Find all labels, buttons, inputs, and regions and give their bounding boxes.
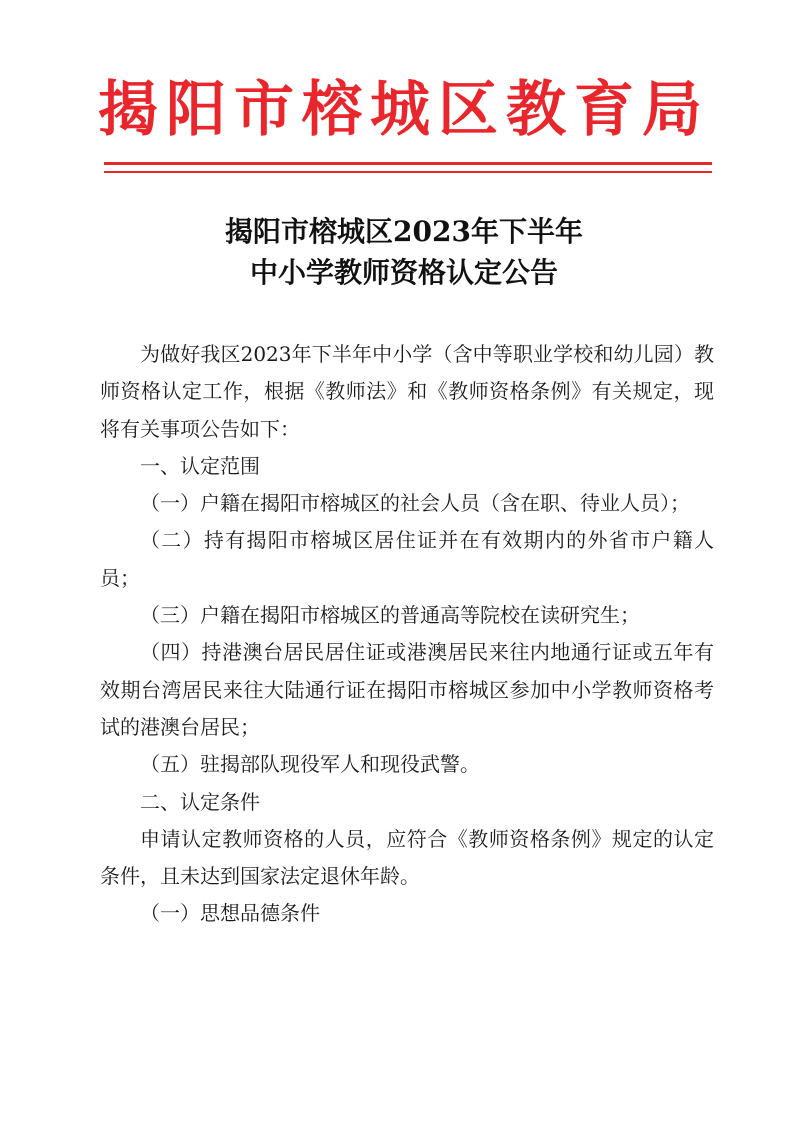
document-body [100,336,714,933]
scope-item-5: （五）驻揭部队现役军人和现役武警。 [140,752,480,777]
letterhead-rule-thin [104,171,712,173]
section-heading-scope: 一、认定范围 [140,453,260,478]
conditions-item-1: （一）思想品德条件 [140,901,320,926]
scope-item-4: （四）持港澳台居民居住证或港澳居民来往内地通行证或五年有效期台湾居民来往大陆通行证在揭阳市榕城区参加中小学教师资格考试的港澳台居民； [100,640,714,739]
scope-item-2: （二）持有揭阳市榕城区居住证并在有效期内的外省市户籍人员； [100,528,714,590]
conditions-intro: 申请认定教师资格的人员，应符合《教师资格条例》规定的认定条件，且未达到国家法定退休年龄。 [100,826,714,889]
letterhead-title: 揭阳市榕城区教育局 [98,75,710,145]
document-title-line2: 中小学教师资格认定公告 [249,256,558,289]
letterhead-rule-thick [104,162,712,165]
scope-item-1: （一）户籍在揭阳市榕城区的社会人员（含在职、待业人员）； [140,491,690,516]
scope-item-3: （三）户籍在揭阳市榕城区的普通高等院校在读研究生； [140,603,640,628]
paragraph-intro: 为做好我区2023年下半年中小学（含中等职业学校和幼儿园）教师资格认定工作，根据《教师法》和《教师资格条例》有关规定，现将有关事项公告如下： [100,342,714,441]
section-heading-conditions: 二、认定条件 [140,789,260,814]
document-title-line1: 揭阳市榕城区2023年下半年 [225,215,583,248]
